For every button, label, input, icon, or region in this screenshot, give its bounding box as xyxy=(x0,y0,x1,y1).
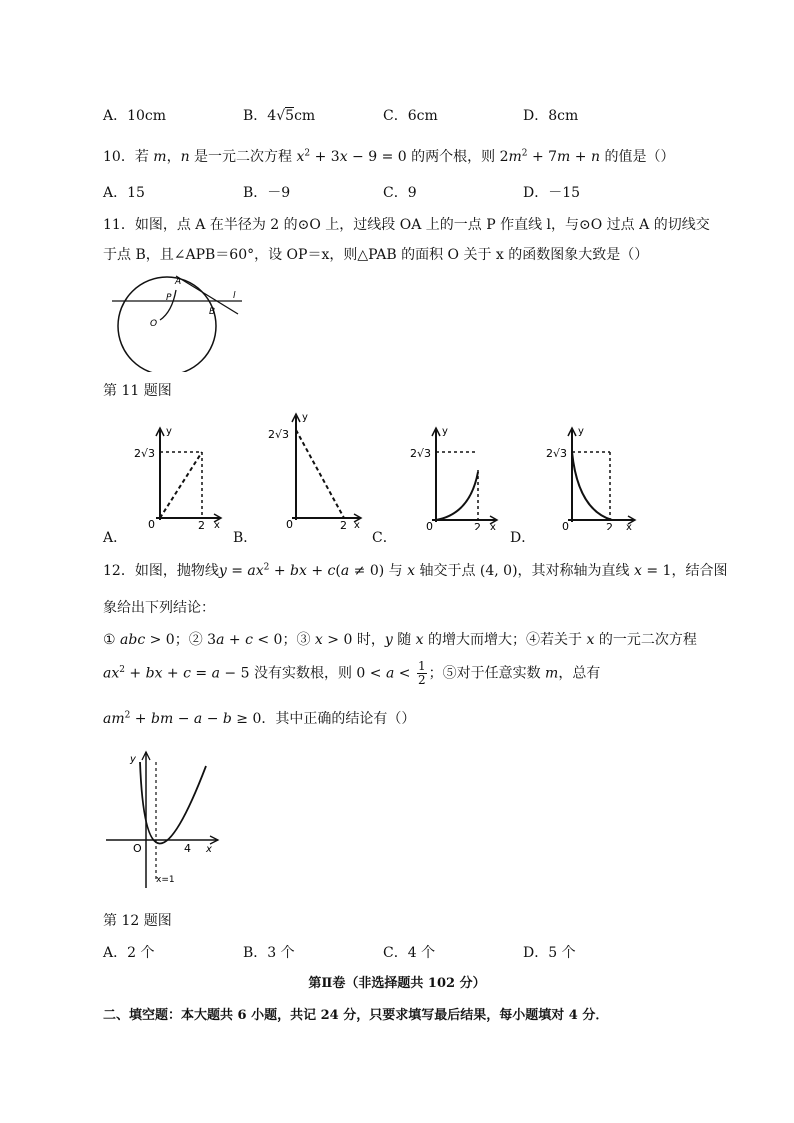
q9-option-c: C．6cm xyxy=(383,108,438,124)
q12-stem-line2: 象给出下列结论： xyxy=(103,600,215,616)
q12-options xyxy=(103,942,663,962)
q9-option-b: B．4√5cm xyxy=(243,108,316,124)
q12-stem-line1: 12．如图，抛物线$y = ax^2$ + bx + c(a ≠ 0) 与 x 轴交于点 (4, 0)，其对称轴为直线 x = 1，结合图 xyxy=(103,562,728,579)
q12-option-b: B．3 个 xyxy=(243,945,295,961)
svg-text:2√3: 2√3 xyxy=(410,447,432,460)
label-b: B xyxy=(209,307,216,317)
svg-text:y: y xyxy=(166,426,172,437)
svg-text:2√3: 2√3 xyxy=(546,447,568,460)
label-l: l xyxy=(233,291,236,301)
svg-text:2: 2 xyxy=(474,521,481,530)
svg-text:0: 0 xyxy=(286,518,293,530)
svg-text:2: 2 xyxy=(198,519,205,530)
svg-text:x: x xyxy=(626,522,632,530)
q11-circle-figure xyxy=(100,272,260,372)
q11-graph-b xyxy=(266,408,366,530)
q11-option-b: B． xyxy=(233,530,258,546)
svg-text:2√3: 2√3 xyxy=(268,428,290,441)
q12-caption: 第 12 题图 xyxy=(103,913,172,929)
svg-text:y: y xyxy=(130,754,136,765)
svg-text:x: x xyxy=(490,522,496,530)
svg-text:O: O xyxy=(133,842,142,855)
label-a: A xyxy=(175,277,182,287)
q10-option-c: C．9 xyxy=(383,185,417,201)
svg-text:2: 2 xyxy=(606,521,613,530)
svg-text:4: 4 xyxy=(184,842,191,855)
q11-graph-a xyxy=(128,420,228,530)
svg-text:x: x xyxy=(206,844,212,855)
section-title: 第Ⅱ卷（非选择题共 102 分） xyxy=(308,976,486,991)
q11-option-c: C． xyxy=(372,530,397,546)
q11-option-a: A． xyxy=(103,530,128,546)
label-o: O xyxy=(150,319,158,329)
svg-text:2: 2 xyxy=(340,519,347,530)
q12-parabola-figure xyxy=(100,748,230,898)
q11-graph-d xyxy=(542,420,642,530)
q9-option-d: D．8cm xyxy=(523,108,579,124)
q9-option-a: A．10cm xyxy=(103,108,167,124)
svg-text:x: x xyxy=(214,520,220,530)
svg-text:x=1: x=1 xyxy=(156,875,175,885)
section-subtitle: 二、填空题：本大题共 6 小题，共记 24 分，只要求填写最后结果，每小题填对 4 分． xyxy=(103,1008,609,1023)
q11-option-d: D． xyxy=(510,530,536,546)
svg-text:2√3: 2√3 xyxy=(134,447,156,460)
q12-conclusions-3: $am^2$ + bm − a − b ≥ 0．其中正确的结论有（） xyxy=(103,710,416,727)
q12-conclusions-1: ① abc > 0；② 3a + c < 0；③ x > 0 时，y 随 x 的增大而增大；④若关于 x 的一元二次方程 xyxy=(103,632,697,648)
q11-caption: 第 11 题图 xyxy=(103,383,172,399)
q10-stem: 10．若 m，n 是一元二次方程 $x^2 + 3x - 9 = 0$ 的两个根，则 $2m^2 + 7m + n$ 的值是（） xyxy=(103,148,675,165)
q12-conclusions-2: $ax^2$ + bx + c = a − 5 没有实数根，则 0 < a < $\frac{1}{2}$ ；⑤对于任意实数 m，总有 xyxy=(103,659,601,687)
svg-text:y: y xyxy=(302,412,308,423)
q9-options xyxy=(103,105,663,125)
svg-text:0: 0 xyxy=(148,518,155,530)
q11-stem-line2: 于点 B，且∠APB＝60°，设 OP＝x，则△PAB 的面积 O 关于 x 的函数图象大致是（） xyxy=(103,247,649,263)
q11-graph-c xyxy=(404,420,504,530)
svg-text:0: 0 xyxy=(426,520,433,530)
svg-text:0: 0 xyxy=(562,520,569,530)
q12-option-d: D．5 个 xyxy=(523,945,576,961)
label-p: P xyxy=(166,293,172,303)
q12-option-a: A．2 个 xyxy=(103,945,155,961)
svg-text:x: x xyxy=(354,520,360,530)
svg-text:y: y xyxy=(442,426,448,437)
q11-stem-line1: 11．如图，点 A 在半径为 2 的⊙O 上，过线段 OA 上的一点 P 作直线 l，与⊙O 过点 A 的切线交 xyxy=(103,217,710,233)
q10-options xyxy=(103,182,663,202)
q10-option-b: B．－9 xyxy=(243,185,291,201)
q12-option-c: C．4 个 xyxy=(383,945,436,961)
q10-option-a: A．15 xyxy=(103,185,145,201)
svg-text:y: y xyxy=(578,426,584,437)
q10-option-d: D．－15 xyxy=(523,185,581,201)
